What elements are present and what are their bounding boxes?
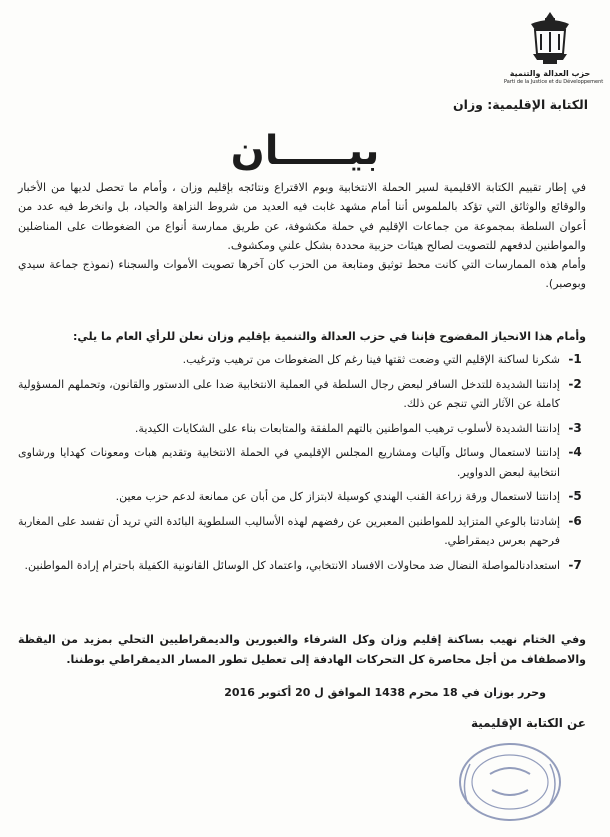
signature-line: عن الكتابة الإقليمية [470, 716, 586, 730]
logo-party-name-fr: Parti de la Justice et du Développement [504, 79, 604, 85]
item-number: 2- [568, 376, 582, 391]
official-stamp-icon [450, 734, 570, 829]
item-text: إدانتنا الشديدة لأسلوب ترهيب المواطنين بالتهم الملفقة والمتابعات بناء على الشكايات الكيدية. [134, 421, 560, 435]
lantern-logo-icon [523, 10, 577, 68]
party-logo [504, 10, 604, 85]
logo-party-name-ar: حزب العدالة والتنمية [509, 69, 591, 78]
item-number: 1- [568, 352, 582, 366]
list-item [18, 350, 590, 370]
item-text: إشادتنا بالوعي المتزايد للمواطنين المعبرين عن رفضهم لهذه الأساليب السلطوية البائدة التي تريد أن تفسد على المغاربة فرحهم بعرس ديمقراطي. [18, 514, 560, 547]
list-item [18, 375, 590, 414]
list-item [18, 512, 590, 551]
item-text: إدانتنا لاستعمال وسائل وآليات ومشاريع المجلس الإقليمي في الحملة الانتخابية وتقديم هبات ومعونات كهدايا ورشاوى انتخابية لبعض الدواوير. [18, 446, 560, 479]
item-text: استعدادنالمواصلة النضال ضد محاولات الافساد الانتخابي، واعتماد كل الوسائل القانونية الكفيلة باحترام إرادة المواطنين. [24, 558, 560, 572]
item-number: 4- [568, 445, 582, 459]
item-text: شكرنا لساكنة الإقليم التي وضعت ثقتها فينا رغم كل الضغوطات من ترهيب وترغيب. [182, 353, 560, 366]
item-text: إدانتنا لاستعمال ورقة زراعة القنب الهندي كوسيلة لابتزاز كل من أبان عن ممانعة لدعم حزب معين. [115, 490, 560, 503]
closing-paragraph: وفي الختام نهيب بساكنة إقليم وزان وكل الشرفاء والغيورين والديمقراطيين التحلي بمزيد من اليقظة والاصطفاف من أجل محاصرة كل التحركات الهادفة إلى تعطيل تطور المسار الديمقراطي بوطننا. [18, 633, 586, 666]
list-item [18, 487, 590, 507]
declaration-list [18, 350, 590, 580]
intro-paragraph: وأمام هذه الممارسات التي كانت محط توثيق ومتابعة من الحزب كان آخرها تصويت الأموات والسجناء (نموذج جماعة سيدي وبوصبر). [18, 258, 586, 291]
date-line: وحرر بوزان في 18 محرم 1438 الموافق ل 20 أكتوبر 2016 [224, 686, 546, 699]
declaration-lead: وأمام هذا الانحياز المفضوح فإننا في حزب العدالة والتنمية بإقليم وزان نعلن للرأي العام ما يلي: [73, 330, 586, 343]
item-number: 3- [568, 420, 582, 435]
list-item [18, 419, 590, 439]
document-title: بيـــــان [230, 128, 380, 174]
list-item [18, 556, 590, 576]
item-number: 5- [568, 489, 582, 503]
intro-paragraph: في إطار تقييم الكتابة الاقليمية لسير الحملة الانتخابية وبوم الاقتراع ونتائجه بإقليم وزان ، وأمام ما تحصل لديها من الأخبار والوقائع والوثائق التي تؤكد بالملموس أننا أمام مشهد غابت فيه العديد من شروط النزاهة والحياد، بل وانخرط فيه عدد من أعوان السلطة بمجموعة من جماعات الإقليم في حملة مكشوفة، عن طريق ممارسة أنواع من الضغوطات على المناضلين والمواطنين لدفعهم للتصويت لصالح هيئات حزبية محددة بشكل علني ومكشوف. [18, 181, 586, 252]
list-item [18, 443, 590, 482]
item-number: 7- [568, 557, 582, 572]
item-text: إدانتنا الشديدة للتدخل السافر لبعض رجال السلطة في العملية الانتخابية ضدا على الدستور والقانون، وتحملهم المسؤولية كاملة عن الآثار التي تنجم عن ذلك. [18, 377, 560, 410]
item-number: 6- [568, 513, 582, 528]
office-heading: الكتابة الإقليمية: وزان [453, 97, 588, 112]
intro-section [18, 178, 586, 294]
